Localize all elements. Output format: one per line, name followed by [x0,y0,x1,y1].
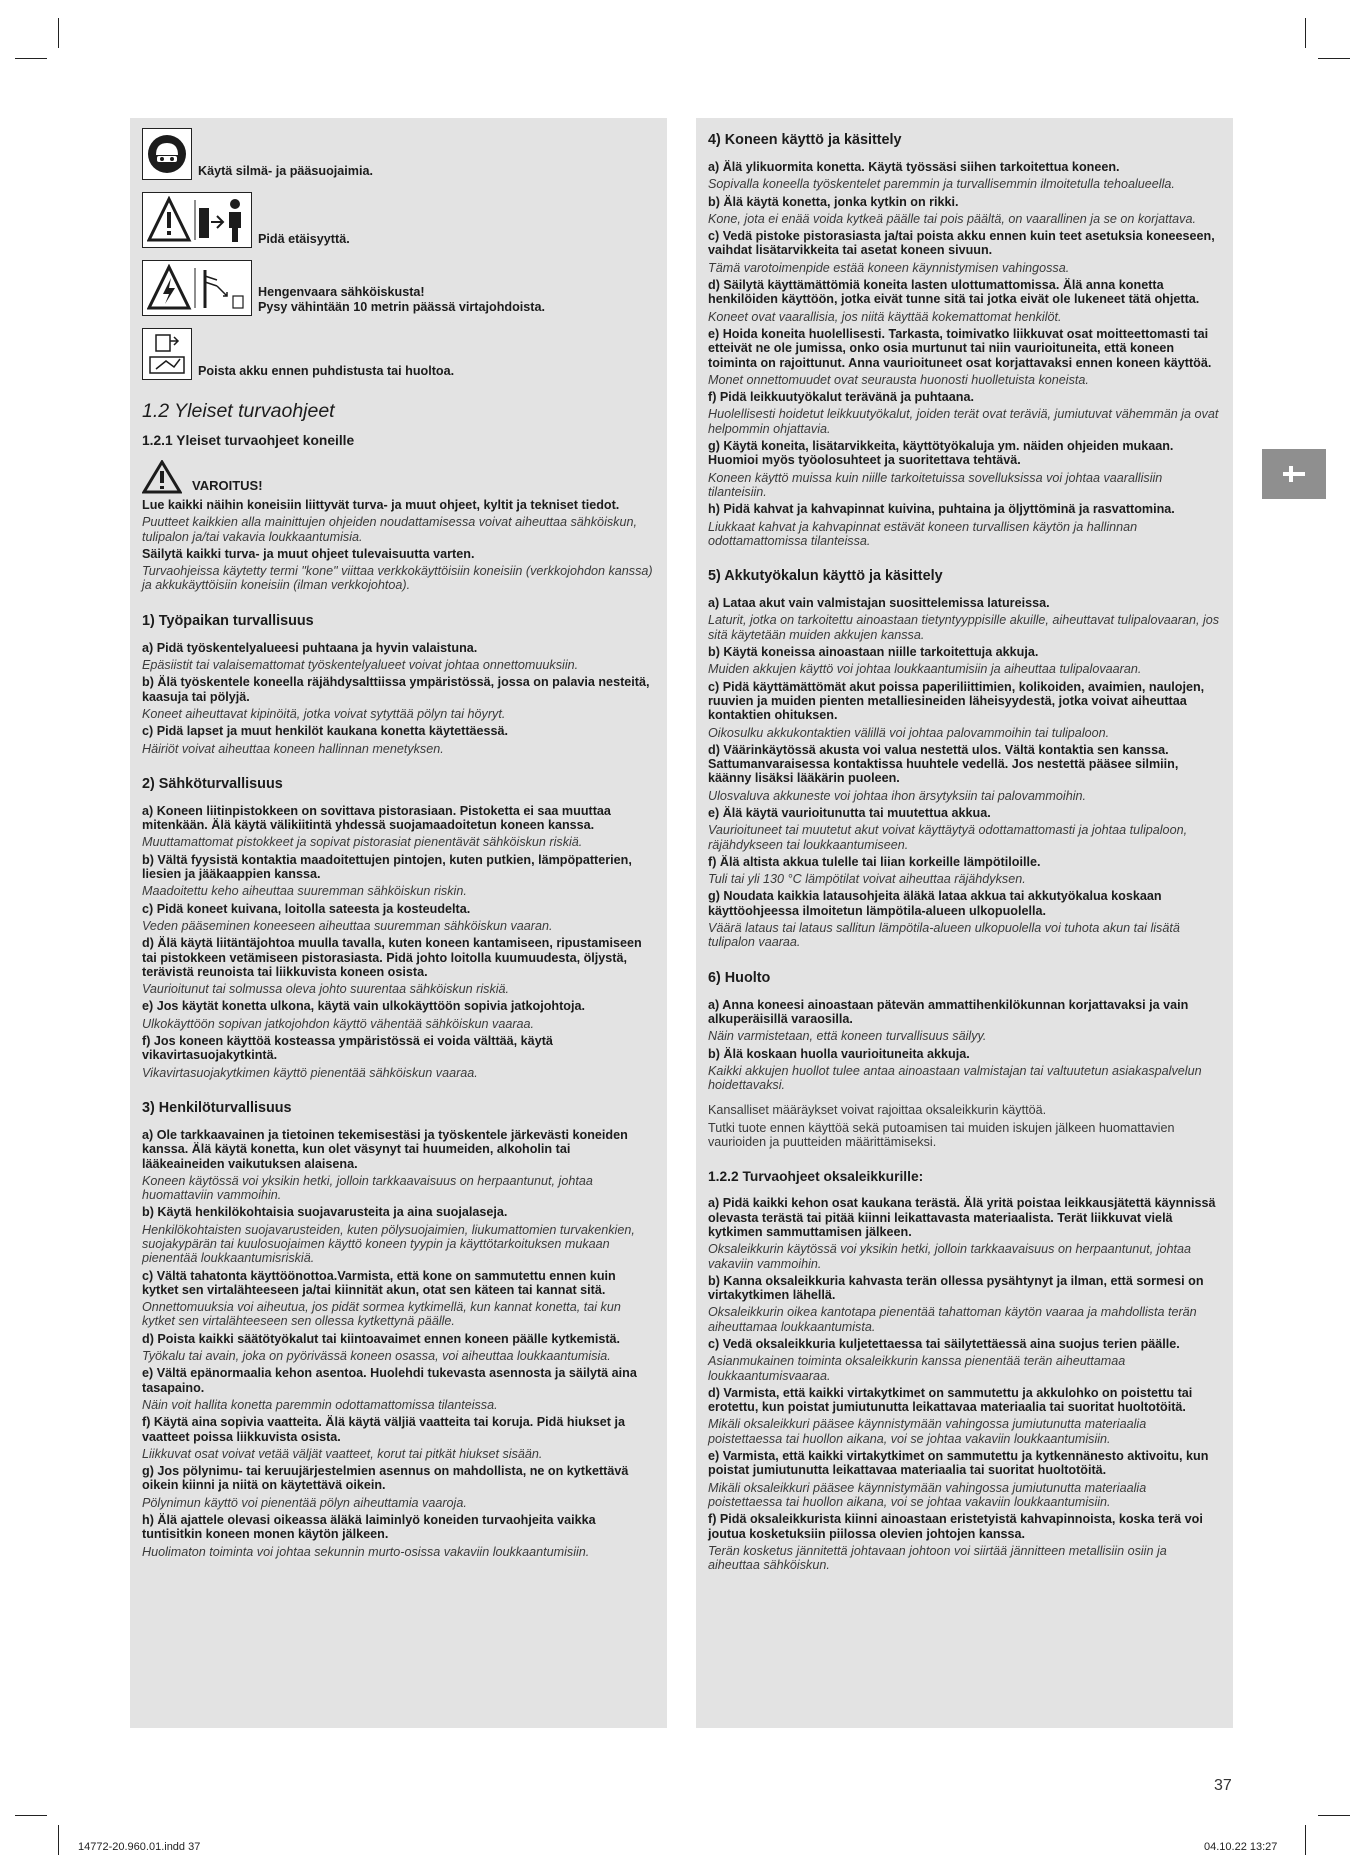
rule-italic: Onnettomuuksia voi aiheutua, jos pidät sormea kytkimellä, kun kannat konetta, tai kun kytket sen virtalähteeseen sen ollessa kytkettynä päälle. [142,1300,621,1329]
rule-italic: Maadoitettu keho aiheuttaa suuremman sähköiskun riskin. [142,884,467,899]
rule-italic: Laturit, jotka on tarkoitettu ainoastaan tietyntyyppisille akuille, aiheuttavat tulipalovaaran, jos sitä käytetään muiden akkujen kanssa. [708,613,1220,642]
left-column [130,118,667,1728]
rule-bold: a) Ole tarkkaavainen ja tietoinen tekemisestäsi ja työskentele järkevästi koneiden kanssa. Älä käytä konetta, kun olet väsynyt tai huumeiden, alkoholin tai lääkeaineiden vaikutuksen alaisena. [142,1127,628,1171]
rule-bold: a) Pidä työskentelyalueesi puhtaana ja hyvin valaistuna. [142,640,478,655]
crop-mark [1318,1815,1350,1816]
electric-hazard-icon [142,260,252,316]
warning-triangle-icon [142,460,182,494]
rule-bold: g) Noudata kaikkia latausohjeita äläkä lataa akkua tai akkutyökalua koskaan käyttöohjeessa ilmoitetun lämpötila-alueen ulkopuolella. [708,889,1162,918]
subsection-heading: 1.2.2 Turvaohjeet oksaleikkurille: [708,1169,924,1185]
subsection-heading: 1.2.1 Yleiset turvaohjeet koneille [142,433,355,448]
language-tab [1262,449,1326,499]
rule-bold: c) Pidä lapset ja muut henkilöt kaukana konetta käytettäessä. [142,724,509,739]
rule-italic: Liukkaat kahvat ja kahvapinnat estävät koneen turvallisen käytön ja hallinnan odottamattomissa tilanteissa. [708,519,1138,548]
rule-bold: f) Pidä leikkuutyökalut terävänä ja puhtaana. [708,390,974,405]
rule-italic: Mikäli oksaleikkuri pääsee käynnistymään vahingossa jumiutunutta materiaalia poistettaessa tai huollon aikana, voi se johtaa vakaviin loukkaantumisiin. [708,1480,1147,1509]
pictogram-label: Käytä silmä- ja pääsuojaimia. [198,163,373,178]
crop-mark [15,1815,47,1816]
rule-bold: a) Koneen liitinpistokkeen on sovittava pistorasiaan. Pistoketta ei saa muuttaa mitenkään. Älä käytä välikiitintä yhdessä suojamaadoitetun koneen kanssa. [142,803,611,833]
rule-italic: Terän kosketus jännitettä johtavaan johtoon voi siirtää jännitteen metallisiin osiin ja aiheuttaa sähköiskun. [708,1543,1167,1573]
rule-bold: b) Vältä fyysistä kontaktia maadoitettujen pintojen, kuten putkien, lämpöpatterien, liesien ja jääkaappien kanssa. [142,852,632,882]
rule-bold: b) Kanna oksaleikkuria kahvasta terän ollessa pysähtynyt ja ilman, että sormesi on virtakytkimen lähellä. [708,1273,1204,1303]
section-title: 1) Työpaikan turvallisuus [142,612,314,629]
pictogram-row [142,328,655,380]
warning-text: Lue kaikki näihin koneisiin liittyvät turva- ja muut ohjeet, kyltit ja tekniset tiedot. [142,498,620,512]
rule-bold: e) Hoida koneita huolellisesti. Tarkasta, toimivatko liikkuvat osat moitteettomasti tai etteivät ne ole jumissa, onko osia murtunut tai niin vaurioituneita, että koneen toiminta on rajoittunut. Anna vaurioituneet osat korjattavaksi ennen koneen käyttöä. [708,326,1212,370]
pictogram-row [142,128,655,180]
rule-bold: c) Vedä pistoke pistorasiasta ja/tai poista akku ennen kuin teet asetuksia koneeseen, vaihdat lisätarvikkeita tai asetat koneen sivuun. [708,229,1215,258]
rule-bold: e) Älä käytä vaurioitunutta tai muutettua akkua. [708,805,991,820]
rule-bold: b) Käytä koneissa ainoastaan niille tarkoitettuja akkuja. [708,645,1039,660]
rule-bold: c) Vedä oksaleikkuria kuljetettaessa tai säilytettäessä aina suojus terien päälle. [708,1337,1180,1351]
rule-italic: Muiden akkujen käyttö voi johtaa loukkaantumisiin ja aiheuttaa tulipalovaaran. [708,662,1142,677]
rule-bold: d) Väärinkäytössä akusta voi valua nestettä ulos. Vältä kontaktia sen kanssa. Sattumanvaraisessa kontaktissa huuhtele vedellä. Jos nestettä pääsee silmiin, käänny lisäksi lääkärin puoleen. [708,742,1179,786]
rule-bold: a) Anna koneesi ainoastaan pätevän ammattihenkilökunnan korjattavaksi ja vain alkuperäisillä varaosilla. [708,997,1189,1026]
section-title: 3) Henkilöturvallisuus [142,1099,292,1116]
rule-italic: Tämä varotoimenpide estää koneen käynnistymisen vahingossa. [708,260,1070,275]
rule-italic: Vaurioituneet tai muutetut akut voivat käyttäytyä odottamattomasti ja johtaa tulipaloon, räjähdykseen tai loukkaantumiseen. [708,823,1188,852]
rule-italic: Vikavirtasuojakytkimen käyttö pienentää sähköiskun vaaraa. [142,1065,478,1080]
rule-bold: f) Jos koneen käyttöä kosteassa ympäristössä ei voida välttää, käytä vikavirtasuojakytkintä. [142,1034,553,1063]
pictogram-row [142,192,655,248]
rule-bold: b) Älä koskaan huolla vaurioituneita akkuja. [708,1046,970,1061]
rule-italic: Ulosvaluva akkuneste voi johtaa ihon ärsytyksiin tai palovammoihin. [708,788,1087,803]
warning-label: VAROITUS! [192,478,263,493]
national-regulations-note: Kansalliset määräykset voivat rajoittaa oksaleikkurin käyttöä. [708,1103,1047,1118]
rule-bold: a) Älä ylikuormita konetta. Käytä työssäsi siihen tarkoitettua koneen. [708,160,1120,174]
rule-italic: Kone, jota ei enää voida kytkeä päälle tai pois päältä, on vaarallinen ja se on korjattava. [708,211,1196,226]
rule-bold: g) Jos pölynimu- tai keruujärjestelmien asennus on mahdollista, ne on kytkettävä oikein kiinni ja niitä on käytettävä oikein. [142,1464,629,1493]
rule-bold: c) Vältä tahatonta käyttöönottoa.Varmista, että kone on sammutettu ennen kuin kytket sen virtalähteeseen ja/tai kiinnität akun, otat sen käteen tai kannat sitä. [142,1268,616,1297]
rule-italic: Oksaleikkurin käytössä voi yksikin hetki, jolloin tarkkaavaisuus on herpaantunut, johtaa vakaviin vammoihin. [708,1242,1192,1271]
pictogram-label: Poista akku ennen puhdistusta tai huoltoa. [198,363,455,378]
rule-italic: Näin varmistetaan, että koneen turvallisuus säilyy. [708,1029,987,1044]
section-title: 6) Huolto [708,969,771,986]
crop-mark [58,1825,59,1855]
warning-header [142,460,655,494]
term-note: Turvaohjeissa käytetty termi "kone" viittaa verkkokäyttöisiin koneisiin (verkkojohdon kanssa) ja akkukäyttöisiin koneisiin (ilman verkkojohtoa). [142,564,653,593]
keep-distance-icon [142,192,252,248]
rule-italic: Häiriöt voivat aiheuttaa koneen hallinnan menetyksen. [142,741,444,756]
section-title: 4) Koneen käyttö ja käsittely [708,132,902,148]
footer-timestamp: 04.10.22 13:27 [1204,1841,1278,1853]
footer-file-name: 14772-20.960.01.indd 37 [78,1841,201,1853]
section-heading: 1.2 Yleiset turvaohjeet [142,400,335,422]
section-title: 5) Akkutyökalun käyttö ja käsittely [708,568,943,585]
rule-italic: Kaikki akkujen huollot tulee antaa ainoastaan valmistajan tai valtuutetun asiakaspalvelun hoidettavaksi. [708,1063,1202,1093]
rule-italic: Ulkokäyttöön sopivan jatkojohdon käyttö vähentää sähköiskun vaaraa. [142,1016,535,1031]
rule-bold: c) Pidä koneet kuivana, loitolla sateesta ja kosteudelta. [142,901,471,916]
crop-mark [58,18,59,48]
section-title: 2) Sähköturvallisuus [142,775,283,792]
remove-battery-icon [142,328,192,380]
rule-italic: Pölynimun käyttö voi pienentää pölyn aiheuttamia vaaroja. [142,1495,467,1510]
page-number: 37 [1214,1777,1232,1794]
rule-italic: Asianmukainen toiminta oksaleikkurin kanssa pienentää terän aiheuttamaa loukkaantumisvaaraa. [708,1354,1126,1383]
keep-instructions: Säilytä kaikki turva- ja muut ohjeet tulevaisuutta varten. [142,546,475,561]
rule-italic: Muuttamattomat pistokkeet ja sopivat pistorasiat pienentävät sähköiskun riskiä. [142,835,583,850]
rule-bold: g) Käytä koneita, lisätarvikkeita, käyttötyökaluja ym. näiden ohjeiden mukaan. Huomioi myös työolosuhteet ja suoritettava tehtävä. [708,439,1174,468]
right-column [696,118,1233,1728]
rule-bold: h) Älä ajattele olevasi oikeassa äläkä laiminlyö koneiden turvaohjeita vaikka tuntisitkin koneen monen käytön jälkeen. [142,1513,596,1542]
rule-bold: e) Vältä epänormaalia kehon asentoa. Huolehdi tukevasta asennosta ja säilytä aina tasapaino. [142,1366,637,1395]
rule-bold: d) Säilytä käyttämättömiä koneita lasten ulottumattomissa. Älä anna konetta henkilöiden käyttöön, jotka eivät tunne sitä tai jotka eivät ole lukeneet tätä ohjetta. [708,278,1200,307]
rule-bold: b) Älä käytä konetta, jonka kytkin on rikki. [708,194,959,209]
rule-italic: Näin voit hallita konetta paremmin odottamattomissa tilanteissa. [142,1397,498,1412]
rule-bold: e) Varmista, että kaikki virtakytkimet on sammutettu ja kytkennänesto aktivoitu, kun poistat jumiutunutta leikattavaa materiaalia tai suoritat huoltotöitä. [708,1449,1209,1478]
rule-italic: Huolellisesti hoidetut leikkuutyökalut, joiden terät ovat teräviä, jumiutuvat vähemmän ja ovat helpommin ohjattavia. [708,407,1219,436]
rule-italic: Huolimaton toiminta voi johtaa sekunnin murto-osissa vakaviin loukkaantumisiin. [142,1544,590,1559]
rule-italic: Henkilökohtaisten suojavarusteiden, kuten pölysuojaimien, liukumattomien turvakenkien, suojakypärän tai kuulosuojaimen käyttö koneen tyypin ja käyttötarkoituksen mukaan pienentää loukkaantumisriskiä. [142,1222,635,1266]
rule-bold: f) Älä altista akkua tulelle tai liian korkeille lämpötiloille. [708,854,1041,869]
pictogram-row [142,260,655,316]
rule-bold: d) Varmista, että kaikki virtakytkimet on sammutettu ja akkulohko on poistettu tai erotettu, kun poistat jumiutunutta leikattavaa materiaalia tai suoritat huoltotöitä. [708,1385,1193,1415]
rule-italic: Liikkuvat osat voivat vetää väljät vaatteet, korut tai pitkät hiukset sisään. [142,1446,543,1461]
rule-italic: Sopivalla koneella työskentelet paremmin ja turvallisemmin ilmoitetulla tehoalueella. [708,177,1175,192]
crop-mark [1318,58,1350,59]
warning-italic: Puutteet kaikkien alla mainittujen ohjeiden noudattamisessa voivat aiheuttaa sähköiskun, tulipalon ja/tai vakavia loukkaantumisia. [142,515,637,544]
rule-bold: d) Poista kaikki säätötyökalut tai kiintoavaimet ennen koneen päälle kytkemistä. [142,1331,621,1346]
rule-bold: a) Pidä kaikki kehon osat kaukana terästä. Älä yritä poistaa leikkausjätettä käynnissä olevasta terästä tai pitää kiinni leikattavasta materiaalista. Terät liikkuvat vielä kytkimen sammuttamisen jälkeen. [708,1196,1216,1239]
rule-bold: h) Pidä kahvat ja kahvapinnat kuivina, puhtaina ja öljyttöminä ja rasvattomina. [708,502,1175,517]
pictogram-label: Hengenvaara sähköiskusta! Pysy vähintään 10 metrin päässä virtajohdoista. [258,285,545,314]
inspection-note: Tutki tuote ennen käyttöä sekä putoamisen tai muiden iskujen jälkeen huomattavien vaurioiden ja puutteiden määrittämiseksi. [708,1120,1175,1150]
rule-italic: Epäsiistit tai valaisemattomat työskentelyalueet voivat johtaa onnettomuuksiin. [142,658,579,673]
rule-italic: Koneet aiheuttavat kipinöitä, jotka voivat sytyttää pölyn tai höyryt. [142,706,506,721]
rule-italic: Monet onnettomuudet ovat seurausta huonosti huolletuista koneista. [708,372,1089,387]
crop-mark [1305,1825,1306,1855]
rule-bold: f) Pidä oksaleikkurista kiinni ainoastaan eristetyistä kahvapinnoista, koska terä voi joutua kosketuksiin piilossa olevien johtojen kanssa. [708,1512,1203,1541]
rule-bold: c) Pidä käyttämättömät akut poissa paperiliittimien, kolikoiden, avaimien, naulojen, ruuvien ja muiden pienten metalliesineiden läheisyydestä, jotka voivat aiheuttaa kontaktien ohituksen. [708,679,1205,723]
pictogram-label: Pidä etäisyyttä. [258,231,350,246]
rule-italic: Vaurioitunut tai solmussa oleva johto suurentaa sähköiskun riskiä. [142,982,510,997]
crop-mark [15,58,47,59]
rule-bold: b) Älä työskentele koneella räjähdysalttiissa ympäristössä, jossa on palavia nesteitä, kaasuja tai pölyjä. [142,675,650,704]
crop-mark [1305,18,1306,48]
language-flag-icon [1283,466,1305,482]
rule-italic: Mikäli oksaleikkuri pääsee käynnistymään vahingossa jumiutunutta materiaalia poistettaessa tai huollon aikana, voi se johtaa vakaviin loukkaantumisiin. [708,1417,1147,1446]
rule-italic: Tuli tai yli 130 °C lämpötilat voivat aiheuttaa räjähdyksen. [708,872,1026,887]
rule-italic: Koneet ovat vaarallisia, jos niitä käyttää kokemattomat henkilöt. [708,309,1062,324]
rule-bold: b) Käytä henkilökohtaisia suojavarusteita ja aina suojalaseja. [142,1205,508,1220]
rule-italic: Työkalu tai avain, joka on pyörivässä koneen osassa, voi aiheuttaa loukkaantumisia. [142,1349,611,1364]
rule-italic: Oksaleikkurin oikea kantotapa pienentää tahattoman käytön vaaraa ja mahdollista terän aiheuttamaa loukkaantumista. [708,1305,1197,1334]
rule-bold: f) Käytä aina sopivia vaatteita. Älä käytä väljiä vaatteita tai koruja. Pidä hiukset ja vaatteet poissa liikkuvista osista. [142,1415,625,1444]
rule-bold: d) Älä käytä liitäntäjohtoa muulla tavalla, kuten koneen kantamiseen, ripustamiseen tai pistokkeen vetämiseen pistorasiasta. Pidä johto loitolla kuumuudesta, öljystä, terävistä reunoista tai liikkuvista koneen osista. [142,936,642,979]
rule-italic: Koneen käytössä voi yksikin hetki, jolloin tarkkaavaisuus on herpaantunut, johtaa huomattaviin vammoihin. [142,1173,593,1203]
rule-italic: Oikosulku akkukontaktien välillä voi johtaa palovammoihin tai tulipaloon. [708,725,1110,740]
rule-italic: Veden pääseminen koneeseen aiheuttaa suuremman sähköiskun vaaran. [142,918,553,933]
rule-italic: Koneen käyttö muissa kuin niille tarkoitetuissa sovelluksissa voi johtaa vaarallisiin tilanteisiin. [708,470,1163,499]
rule-italic: Väärä lataus tai lataus sallitun lämpötila-alueen ulkopuolella voi tuhota akun tai lisätä tulipalon vaaraa. [708,921,1180,950]
goggles-helmet-icon [142,128,192,180]
rule-bold: e) Jos käytät konetta ulkona, käytä vain ulkokäyttöön sopivia jatkojohtoja. [142,999,586,1014]
rule-bold: a) Lataa akut vain valmistajan suosittelemissa latureissa. [708,596,1050,611]
